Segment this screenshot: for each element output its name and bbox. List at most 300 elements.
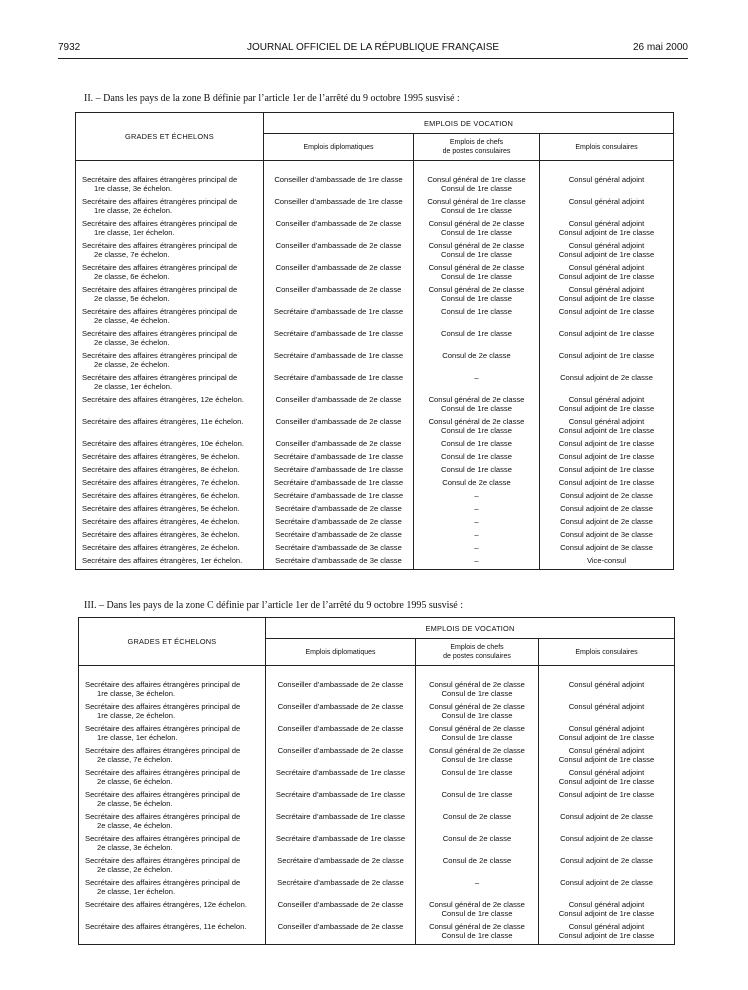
table-row bbox=[76, 417, 674, 439]
consular-line: Consul général adjoint bbox=[568, 263, 645, 272]
diplomatic-cell: Conseiller d’ambassade de 2e classe bbox=[264, 395, 414, 417]
grade-cell bbox=[79, 724, 266, 746]
chef-line: Consul de 1re classe bbox=[441, 329, 512, 338]
grade-line-cont: 1re classe, 1er échelon. bbox=[97, 733, 178, 742]
chef-line: Consul général de 2e classe bbox=[428, 285, 525, 294]
emplois-header: EMPLOIS DE VOCATION bbox=[264, 113, 674, 134]
table-row bbox=[76, 241, 674, 263]
grade-cell bbox=[76, 197, 264, 219]
diplomatic-cell: Conseiller d’ambassade de 2e classe bbox=[264, 241, 414, 263]
grade-cell bbox=[79, 922, 266, 945]
chef-line: Consul de 1re classe bbox=[441, 755, 513, 764]
consular-line: Consul adjoint de 1re classe bbox=[558, 439, 655, 448]
diplomatic-cell: Secrétaire d’ambassade de 2e classe bbox=[264, 504, 414, 517]
consular-cell bbox=[540, 373, 674, 395]
grade-line: Secrétaire des affaires étrangères principal de bbox=[82, 197, 238, 206]
grade-line-cont: 2e classe, 5e échelon. bbox=[94, 294, 170, 303]
chef-poste-cell bbox=[416, 878, 539, 900]
consular-line: Consul adjoint de 1re classe bbox=[558, 452, 655, 461]
consular-cell bbox=[539, 746, 675, 768]
chef-poste-cell bbox=[414, 504, 540, 517]
table-row bbox=[76, 219, 674, 241]
chef-line: Consul général de 2e classe bbox=[429, 702, 525, 711]
table-row bbox=[79, 812, 675, 834]
diplomatic-cell: Secrétaire d’ambassade de 1re classe bbox=[264, 351, 414, 373]
grade-cell bbox=[76, 373, 264, 395]
chef-line: Consul de 1re classe bbox=[441, 294, 512, 303]
chef-line: – bbox=[474, 504, 479, 513]
table-row bbox=[79, 878, 675, 900]
chef-poste-cell bbox=[414, 263, 540, 285]
table-row bbox=[76, 395, 674, 417]
grade-line-cont: 1re classe, 3e échelon. bbox=[94, 184, 173, 193]
consular-line: Consul adjoint de 2e classe bbox=[560, 812, 653, 821]
chef-line: Consul général de 2e classe bbox=[429, 746, 525, 755]
grade-line-cont: 2e classe, 3e échelon. bbox=[97, 843, 173, 852]
diplomatic-cell: Secrétaire d’ambassade de 1re classe bbox=[264, 307, 414, 329]
chefs-header: Emplois de chefs de postes consulaires bbox=[414, 134, 540, 161]
table-row bbox=[76, 517, 674, 530]
diplomatic-cell: Secrétaire d’ambassade de 1re classe bbox=[264, 465, 414, 478]
diplomatic-cell: Secrétaire d’ambassade de 1re classe bbox=[266, 790, 416, 812]
grade-cell bbox=[79, 834, 266, 856]
consular-cell bbox=[540, 197, 674, 219]
grade-cell bbox=[76, 307, 264, 329]
table-row bbox=[76, 504, 674, 517]
table-row bbox=[76, 543, 674, 556]
grade-line: Secrétaire des affaires étrangères principal de bbox=[85, 790, 241, 799]
consular-line: Consul général adjoint bbox=[568, 746, 645, 755]
chef-line: Consul de 1re classe bbox=[441, 228, 512, 237]
consular-cell bbox=[540, 543, 674, 556]
grade-cell bbox=[79, 746, 266, 768]
grade-line: Secrétaire des affaires étrangères principal de bbox=[82, 241, 238, 250]
grade-line: Secrétaire des affaires étrangères, 12e échelon. bbox=[85, 900, 247, 909]
page-header bbox=[58, 42, 688, 58]
table-row bbox=[76, 373, 674, 395]
consular-line: Consul adjoint de 2e classe bbox=[560, 491, 653, 500]
chef-line: Consul de 1re classe bbox=[441, 452, 512, 461]
consular-cell bbox=[540, 175, 674, 197]
grade-cell bbox=[76, 452, 264, 465]
chef-poste-cell bbox=[416, 768, 539, 790]
consular-line: Consul adjoint de 1re classe bbox=[558, 228, 655, 237]
grade-line: Secrétaire des affaires étrangères, 7e échelon. bbox=[82, 478, 240, 487]
header-rule bbox=[58, 58, 688, 59]
grade-cell bbox=[79, 900, 266, 922]
table-row bbox=[76, 351, 674, 373]
consular-line: Consul général adjoint bbox=[568, 175, 645, 184]
chef-line: – bbox=[474, 556, 479, 565]
chef-poste-cell bbox=[416, 834, 539, 856]
chef-line: Consul de 1re classe bbox=[441, 689, 513, 698]
grade-line: Secrétaire des affaires étrangères principal de bbox=[85, 834, 241, 843]
chef-line: Consul de 1re classe bbox=[441, 909, 513, 918]
chef-poste-cell bbox=[414, 491, 540, 504]
chef-line: Consul de 1re classe bbox=[441, 404, 512, 413]
diplomatic-cell: Conseiller d’ambassade de 2e classe bbox=[266, 702, 416, 724]
grade-cell bbox=[76, 329, 264, 351]
consulaires-header: Emplois consulaires bbox=[540, 134, 674, 161]
chef-poste-cell bbox=[414, 543, 540, 556]
consular-line: Consul adjoint de 1re classe bbox=[558, 909, 655, 918]
diplomatic-cell: Secrétaire d’ambassade de 1re classe bbox=[266, 834, 416, 856]
grade-cell bbox=[79, 812, 266, 834]
consular-line: Consul général adjoint bbox=[568, 724, 645, 733]
table-row bbox=[76, 556, 674, 570]
chef-poste-cell bbox=[414, 175, 540, 197]
consular-line: Consul adjoint de 3e classe bbox=[560, 543, 653, 552]
table-row bbox=[76, 465, 674, 478]
consular-cell bbox=[540, 517, 674, 530]
table-row bbox=[76, 175, 674, 197]
table-row bbox=[76, 285, 674, 307]
diplomatic-cell: Secrétaire d’ambassade de 2e classe bbox=[264, 530, 414, 543]
chef-poste-cell bbox=[416, 724, 539, 746]
chef-line: Consul de 1re classe bbox=[441, 711, 513, 720]
chef-poste-cell bbox=[414, 373, 540, 395]
consular-line: Consul adjoint de 2e classe bbox=[560, 878, 653, 887]
grade-line-cont: 1re classe, 1er échelon. bbox=[94, 228, 175, 237]
chef-poste-cell bbox=[416, 746, 539, 768]
grade-line-cont: 2e classe, 1er échelon. bbox=[97, 887, 176, 896]
table-row bbox=[79, 680, 675, 702]
grade-cell bbox=[76, 556, 264, 570]
chef-line: Consul de 1re classe bbox=[441, 768, 513, 777]
table-row bbox=[76, 491, 674, 504]
consular-line: Consul adjoint de 1re classe bbox=[558, 755, 655, 764]
consular-line: Consul général adjoint bbox=[568, 241, 645, 250]
grade-cell bbox=[76, 478, 264, 491]
grade-line-cont: 2e classe, 3e échelon. bbox=[94, 338, 170, 347]
table-row bbox=[79, 834, 675, 856]
grade-cell bbox=[76, 491, 264, 504]
grade-cell bbox=[76, 417, 264, 439]
grade-line: Secrétaire des affaires étrangères principal de bbox=[82, 285, 238, 294]
consular-line: Consul adjoint de 1re classe bbox=[558, 777, 655, 786]
grade-line: Secrétaire des affaires étrangères principal de bbox=[82, 219, 238, 228]
grade-line-cont: 1re classe, 3e échelon. bbox=[97, 689, 176, 698]
diplomatic-cell: Conseiller d’ambassade de 2e classe bbox=[266, 680, 416, 702]
table-row bbox=[76, 530, 674, 543]
grade-line: Secrétaire des affaires étrangères principal de bbox=[82, 329, 238, 338]
chef-line: Consul de 2e classe bbox=[442, 478, 511, 487]
diplomatic-cell: Secrétaire d’ambassade de 2e classe bbox=[266, 878, 416, 900]
grade-cell bbox=[76, 504, 264, 517]
consular-cell bbox=[540, 395, 674, 417]
consular-cell bbox=[539, 724, 675, 746]
chef-poste-cell bbox=[414, 478, 540, 491]
grade-line: Secrétaire des affaires étrangères principal de bbox=[85, 878, 241, 887]
diplomatiques-header: Emplois diplomatiques bbox=[264, 134, 414, 161]
grade-cell bbox=[76, 530, 264, 543]
grade-line: Secrétaire des affaires étrangères, 1er échelon. bbox=[82, 556, 243, 565]
grade-cell bbox=[76, 543, 264, 556]
chef-poste-cell bbox=[414, 285, 540, 307]
consular-line: Consul adjoint de 1re classe bbox=[558, 478, 655, 487]
chef-line: Consul de 1re classe bbox=[441, 206, 512, 215]
consular-line: Consul général adjoint bbox=[568, 395, 645, 404]
chef-poste-cell bbox=[414, 241, 540, 263]
grade-line: Secrétaire des affaires étrangères principal de bbox=[82, 263, 238, 272]
table-row bbox=[79, 856, 675, 878]
consular-cell bbox=[539, 834, 675, 856]
grade-cell bbox=[76, 351, 264, 373]
chef-line: Consul général de 2e classe bbox=[428, 263, 525, 272]
spacer-row bbox=[76, 161, 674, 176]
chef-poste-cell bbox=[416, 900, 539, 922]
grade-line-cont: 1re classe, 2e échelon. bbox=[94, 206, 173, 215]
consular-cell bbox=[539, 922, 675, 945]
chef-line: Consul de 1re classe bbox=[441, 931, 513, 940]
chef-poste-cell bbox=[416, 790, 539, 812]
grade-line-cont: 2e classe, 6e échelon. bbox=[97, 777, 173, 786]
chef-poste-cell bbox=[414, 465, 540, 478]
grade-line: Secrétaire des affaires étrangères principal de bbox=[85, 768, 241, 777]
diplomatic-cell: Conseiller d’ambassade de 2e classe bbox=[264, 219, 414, 241]
grade-line: Secrétaire des affaires étrangères, 11e échelon. bbox=[82, 417, 244, 426]
consular-cell bbox=[540, 478, 674, 491]
consular-cell bbox=[540, 417, 674, 439]
grade-line: Secrétaire des affaires étrangères, 11e échelon. bbox=[85, 922, 247, 931]
chef-poste-cell bbox=[414, 395, 540, 417]
chef-poste-cell bbox=[414, 530, 540, 543]
consular-line: Consul général adjoint bbox=[568, 197, 645, 206]
grade-cell bbox=[76, 175, 264, 197]
chef-poste-cell bbox=[416, 702, 539, 724]
grade-cell bbox=[76, 395, 264, 417]
consular-line: Consul adjoint de 1re classe bbox=[558, 272, 655, 281]
consular-cell bbox=[540, 263, 674, 285]
consular-cell bbox=[540, 452, 674, 465]
diplomatic-cell: Secrétaire d’ambassade de 3e classe bbox=[264, 556, 414, 570]
consular-line: Consul général adjoint bbox=[568, 768, 645, 777]
table-row bbox=[76, 452, 674, 465]
table-row bbox=[76, 329, 674, 351]
consular-cell bbox=[539, 702, 675, 724]
consular-line: Consul adjoint de 1re classe bbox=[558, 404, 655, 413]
consular-cell bbox=[539, 812, 675, 834]
table-row bbox=[76, 439, 674, 452]
chef-line: Consul de 1re classe bbox=[441, 184, 512, 193]
table-row bbox=[79, 746, 675, 768]
diplomatic-cell: Conseiller d’ambassade de 2e classe bbox=[264, 439, 414, 452]
diplomatic-cell: Secrétaire d’ambassade de 3e classe bbox=[264, 543, 414, 556]
chef-poste-cell bbox=[414, 452, 540, 465]
diplomatic-cell: Conseiller d’ambassade de 2e classe bbox=[266, 724, 416, 746]
consular-line: Vice-consul bbox=[586, 556, 627, 565]
table-row bbox=[79, 900, 675, 922]
consular-line: Consul adjoint de 1re classe bbox=[558, 294, 655, 303]
grade-line: Secrétaire des affaires étrangères, 5e échelon. bbox=[82, 504, 240, 513]
chef-line: Consul de 1re classe bbox=[441, 307, 512, 316]
grade-cell bbox=[76, 219, 264, 241]
consular-line: Consul adjoint de 1re classe bbox=[558, 931, 655, 940]
table-row bbox=[79, 922, 675, 945]
publication-date: 26 mai 2000 bbox=[632, 42, 688, 53]
journal-title: JOURNAL OFFICIEL DE LA RÉPUBLIQUE FRANÇAISE bbox=[246, 42, 500, 53]
grade-line: Secrétaire des affaires étrangères, 12e échelon. bbox=[82, 395, 244, 404]
table-row bbox=[76, 307, 674, 329]
chef-line: – bbox=[474, 517, 479, 526]
grade-cell bbox=[76, 285, 264, 307]
consular-line: Consul adjoint de 2e classe bbox=[560, 856, 653, 865]
consular-cell bbox=[540, 351, 674, 373]
grade-cell bbox=[79, 856, 266, 878]
consular-cell bbox=[539, 900, 675, 922]
consular-line: Consul adjoint de 1re classe bbox=[558, 733, 655, 742]
table-row bbox=[76, 263, 674, 285]
grade-line-cont: 2e classe, 4e échelon. bbox=[97, 821, 173, 830]
diplomatic-cell: Secrétaire d’ambassade de 1re classe bbox=[266, 812, 416, 834]
consular-line: Consul général adjoint bbox=[568, 219, 645, 228]
grade-line: Secrétaire des affaires étrangères principal de bbox=[85, 680, 241, 689]
chef-line: Consul général de 2e classe bbox=[429, 922, 525, 931]
consular-line: Consul adjoint de 3e classe bbox=[560, 530, 653, 539]
consular-line: Consul général adjoint bbox=[568, 417, 645, 426]
chef-line: Consul général de 2e classe bbox=[429, 900, 525, 909]
grade-cell bbox=[79, 702, 266, 724]
chef-poste-cell bbox=[416, 680, 539, 702]
chef-poste-cell bbox=[414, 417, 540, 439]
diplomatic-cell: Secrétaire d’ambassade de 2e classe bbox=[266, 856, 416, 878]
consular-cell bbox=[539, 878, 675, 900]
chef-line: Consul général de 2e classe bbox=[428, 241, 525, 250]
diplomatic-cell: Secrétaire d’ambassade de 2e classe bbox=[264, 517, 414, 530]
diplomatic-cell: Conseiller d’ambassade de 2e classe bbox=[264, 417, 414, 439]
consular-line: Consul adjoint de 2e classe bbox=[560, 373, 653, 382]
consular-line: Consul général adjoint bbox=[568, 702, 645, 711]
consular-cell bbox=[540, 465, 674, 478]
emplois-header: EMPLOIS DE VOCATION bbox=[266, 618, 675, 639]
grade-line: Secrétaire des affaires étrangères, 2e échelon. bbox=[82, 543, 240, 552]
diplomatic-cell: Secrétaire d’ambassade de 1re classe bbox=[264, 478, 414, 491]
consular-line: Consul adjoint de 1re classe bbox=[558, 426, 655, 435]
diplomatic-cell: Conseiller d’ambassade de 1re classe bbox=[264, 175, 414, 197]
chef-line: Consul général de 1re classe bbox=[427, 197, 526, 206]
chef-line: Consul de 1re classe bbox=[441, 272, 512, 281]
chef-line: – bbox=[474, 373, 479, 382]
chef-poste-cell bbox=[414, 517, 540, 530]
table-row bbox=[79, 768, 675, 790]
table-row bbox=[76, 197, 674, 219]
consular-cell bbox=[540, 329, 674, 351]
chef-poste-cell bbox=[414, 307, 540, 329]
diplomatic-cell: Secrétaire d’ambassade de 1re classe bbox=[264, 373, 414, 395]
grade-line: Secrétaire des affaires étrangères, 6e échelon. bbox=[82, 491, 240, 500]
grade-cell bbox=[76, 465, 264, 478]
diplomatic-cell: Conseiller d’ambassade de 2e classe bbox=[264, 263, 414, 285]
consular-line: Consul adjoint de 1re classe bbox=[558, 790, 655, 799]
chef-line: Consul de 2e classe bbox=[442, 812, 512, 821]
consular-cell bbox=[539, 856, 675, 878]
chef-line: Consul général de 2e classe bbox=[428, 395, 525, 404]
grade-line-cont: 2e classe, 6e échelon. bbox=[94, 272, 170, 281]
consular-line: Consul général adjoint bbox=[568, 922, 645, 931]
grades-header: GRADES ET ÉCHELONS bbox=[76, 113, 264, 161]
grade-line-cont: 2e classe, 4e échelon. bbox=[94, 316, 170, 325]
consular-cell bbox=[539, 680, 675, 702]
chef-poste-cell bbox=[414, 556, 540, 570]
chef-poste-cell bbox=[414, 197, 540, 219]
grade-line: Secrétaire des affaires étrangères principal de bbox=[82, 351, 238, 360]
chef-poste-cell bbox=[414, 329, 540, 351]
consular-line: Consul adjoint de 1re classe bbox=[558, 250, 655, 259]
section-b-intro: II. – Dans les pays de la zone B définie par l’article 1er de l’arrêté du 9 octobre 1995 susvisé : bbox=[84, 93, 460, 104]
consular-line: Consul adjoint de 1re classe bbox=[558, 329, 655, 338]
consular-cell bbox=[540, 530, 674, 543]
spacer-row bbox=[79, 666, 675, 681]
consular-cell bbox=[540, 219, 674, 241]
diplomatic-cell: Secrétaire d’ambassade de 1re classe bbox=[264, 329, 414, 351]
diplomatic-cell: Conseiller d’ambassade de 2e classe bbox=[266, 900, 416, 922]
consular-cell bbox=[540, 307, 674, 329]
chefs-header: Emplois de chefs de postes consulaires bbox=[416, 639, 539, 666]
consular-line: Consul général adjoint bbox=[568, 900, 645, 909]
table-row bbox=[79, 724, 675, 746]
table-row bbox=[79, 790, 675, 812]
grade-line-cont: 2e classe, 5e échelon. bbox=[97, 799, 173, 808]
consular-cell bbox=[539, 768, 675, 790]
chef-line: Consul de 1re classe bbox=[441, 790, 513, 799]
chef-line: Consul de 2e classe bbox=[442, 856, 512, 865]
consular-line: Consul adjoint de 1re classe bbox=[558, 351, 655, 360]
diplomatic-cell: Conseiller d’ambassade de 2e classe bbox=[266, 746, 416, 768]
chef-line: Consul de 1re classe bbox=[441, 439, 512, 448]
grade-line-cont: 2e classe, 2e échelon. bbox=[94, 360, 170, 369]
diplomatic-cell: Conseiller d’ambassade de 2e classe bbox=[264, 285, 414, 307]
grade-line: Secrétaire des affaires étrangères principal de bbox=[85, 812, 241, 821]
chef-line: Consul général de 2e classe bbox=[429, 680, 525, 689]
grade-line-cont: 2e classe, 7e échelon. bbox=[97, 755, 173, 764]
grade-line: Secrétaire des affaires étrangères, 8e échelon. bbox=[82, 465, 240, 474]
diplomatiques-header: Emplois diplomatiques bbox=[266, 639, 416, 666]
grade-line: Secrétaire des affaires étrangères, 3e échelon. bbox=[82, 530, 240, 539]
chef-line: Consul général de 2e classe bbox=[429, 724, 525, 733]
consular-line: Consul adjoint de 2e classe bbox=[560, 504, 653, 513]
table-row bbox=[79, 702, 675, 724]
chef-line: – bbox=[474, 530, 479, 539]
consular-line: Consul adjoint de 2e classe bbox=[560, 834, 653, 843]
zone-c-table bbox=[78, 617, 675, 945]
chef-line: Consul de 1re classe bbox=[441, 426, 512, 435]
chef-poste-cell bbox=[416, 922, 539, 945]
consular-cell bbox=[540, 504, 674, 517]
chef-line: – bbox=[474, 543, 479, 552]
section-c-intro: III. – Dans les pays de la zone C définie par l’article 1er de l’arrêté du 9 octobre 1995 susvisé : bbox=[84, 600, 464, 611]
consular-cell bbox=[540, 556, 674, 570]
grade-line: Secrétaire des affaires étrangères, 9e échelon. bbox=[82, 452, 240, 461]
chef-poste-cell bbox=[414, 351, 540, 373]
consular-line: Consul adjoint de 2e classe bbox=[560, 517, 653, 526]
grade-line-cont: 2e classe, 7e échelon. bbox=[94, 250, 170, 259]
diplomatic-cell: Secrétaire d’ambassade de 1re classe bbox=[266, 768, 416, 790]
diplomatic-cell: Conseiller d’ambassade de 1re classe bbox=[264, 197, 414, 219]
grade-cell bbox=[79, 680, 266, 702]
chef-line: Consul de 2e classe bbox=[442, 834, 512, 843]
chef-line: – bbox=[474, 878, 480, 887]
chef-poste-cell bbox=[416, 812, 539, 834]
chef-line: – bbox=[474, 491, 479, 500]
chef-line: Consul de 1re classe bbox=[441, 250, 512, 259]
diplomatic-cell: Secrétaire d’ambassade de 1re classe bbox=[264, 491, 414, 504]
grade-line: Secrétaire des affaires étrangères principal de bbox=[85, 724, 241, 733]
consular-line: Consul général adjoint bbox=[568, 285, 645, 294]
consular-cell bbox=[540, 285, 674, 307]
table-row bbox=[76, 478, 674, 491]
consular-line: Consul général adjoint bbox=[568, 680, 645, 689]
consular-cell bbox=[540, 439, 674, 452]
